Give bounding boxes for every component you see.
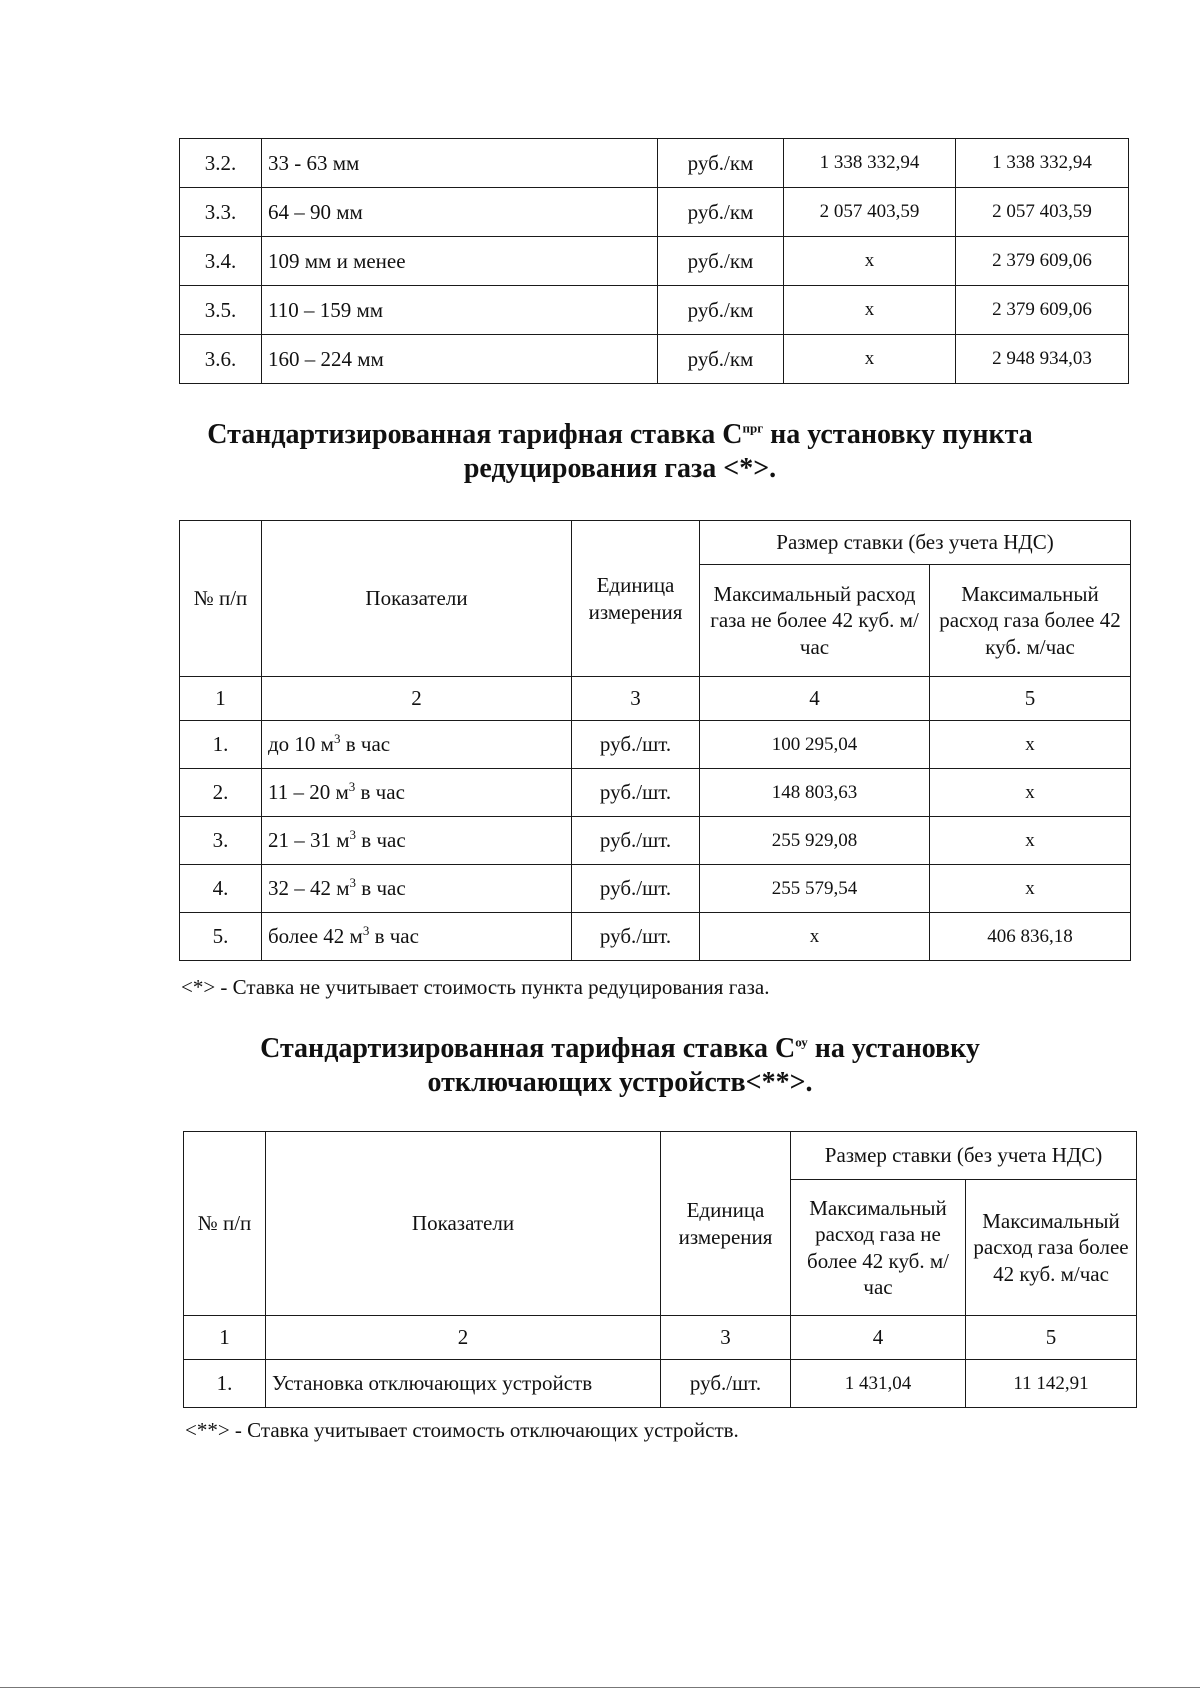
table-row — [180, 721, 1131, 769]
row-indicator-pre: до 10 м — [268, 732, 334, 757]
row-unit: руб./шт. — [572, 769, 700, 817]
column-number: 1 — [184, 1316, 266, 1360]
row-unit: руб./шт. — [572, 721, 700, 769]
column-number: 2 — [266, 1316, 661, 1360]
section-title-ou-line2: отключающих устройств<**>. — [427, 1066, 813, 1098]
column-number: 5 — [966, 1316, 1137, 1360]
row-indicator-pre: более 42 м — [268, 924, 363, 949]
header-col4: Максимальный расход газа не более 42 куб. м/час — [700, 565, 930, 677]
header-unit-2: Единица измерения — [661, 1132, 791, 1316]
row-rate-over-42: 2 379 609,06 — [956, 286, 1129, 335]
column-number: 3 — [661, 1316, 791, 1360]
table-row — [180, 913, 1131, 961]
header-unit: Единица измерения — [572, 521, 700, 677]
section-title-ou — [150, 1032, 1090, 1099]
row-indicator-pre: 21 – 31 м — [268, 828, 350, 853]
row-rate-over-42: 2 948 934,03 — [956, 335, 1129, 384]
header-col5: Максимальный расход газа более 42 куб. м/час — [930, 565, 1131, 677]
row-rate-over-42: 11 142,91 — [966, 1360, 1137, 1408]
header-rate: Размер ставки (без учета НДС) — [700, 521, 1131, 565]
row-indicator: 33 - 63 мм — [262, 139, 658, 188]
row-indicator: 160 – 224 мм — [262, 335, 658, 384]
row-rate-over-42: х — [930, 721, 1131, 769]
section-title-prg-line2: редуцирования газа <*>. — [463, 452, 777, 484]
column-number: 5 — [930, 677, 1131, 721]
column-numbers-row — [184, 1316, 1137, 1360]
column-number: 4 — [700, 677, 930, 721]
row-indicator — [262, 913, 572, 961]
row-indicator-sup: 3 — [349, 875, 357, 891]
column-number: 3 — [572, 677, 700, 721]
footnote-prg: <*> - Ставка не учитывает стоимость пункта редуцирования газа. — [181, 975, 770, 999]
row-rate-over-42: 1 338 332,94 — [956, 139, 1129, 188]
row-rate-max-42: 255 579,54 — [700, 865, 930, 913]
row-rate-max-42: 2 057 403,59 — [784, 188, 956, 237]
row-rate-over-42: 406 836,18 — [930, 913, 1131, 961]
header-num-2: № п/п — [184, 1132, 266, 1316]
table-row — [180, 817, 1131, 865]
row-indicator: 64 – 90 мм — [262, 188, 658, 237]
row-rate-max-42: х — [784, 335, 956, 384]
row-unit: руб./шт. — [661, 1360, 791, 1408]
row-number: 5. — [180, 913, 262, 961]
row-indicator-sup: 3 — [348, 779, 356, 795]
row-unit: руб./шт. — [572, 913, 700, 961]
header-rate-2: Размер ставки (без учета НДС) — [791, 1132, 1137, 1180]
table-row — [180, 237, 1129, 286]
row-indicator-post: в час — [356, 828, 406, 853]
header-indicators: Показатели — [262, 521, 572, 677]
row-number: 3.6. — [180, 335, 262, 384]
pipe-diameter-rates-table — [179, 138, 1129, 384]
table-row — [184, 1360, 1137, 1408]
row-rate-over-42: 2 379 609,06 — [956, 237, 1129, 286]
column-number: 1 — [180, 677, 262, 721]
row-indicator — [262, 817, 572, 865]
row-rate-over-42: х — [930, 865, 1131, 913]
section-title-prg-post: на установку пункта — [763, 419, 1033, 450]
row-rate-max-42: х — [700, 913, 930, 961]
section-title-prg-pre: Стандартизированная тарифная ставка С — [207, 419, 743, 450]
row-unit: руб./км — [658, 188, 784, 237]
row-number: 2. — [180, 769, 262, 817]
row-unit: руб./км — [658, 286, 784, 335]
row-rate-over-42: х — [930, 769, 1131, 817]
row-indicator — [262, 769, 572, 817]
header-col4-2: Максимальный расход газа не более 42 куб. м/час — [791, 1180, 966, 1316]
row-unit: руб./км — [658, 237, 784, 286]
column-number: 4 — [791, 1316, 966, 1360]
table-row — [180, 139, 1129, 188]
row-indicator-sup: 3 — [333, 731, 341, 747]
table-row — [180, 286, 1129, 335]
row-number: 1. — [180, 721, 262, 769]
row-rate-max-42: 1 338 332,94 — [784, 139, 956, 188]
shutoff-device-rates-table — [183, 1131, 1137, 1408]
row-indicator: Установка отключающих устройств — [266, 1360, 661, 1408]
section-title-ou-pre: Стандартизированная тарифная ставка С — [260, 1033, 796, 1064]
row-rate-max-42: 100 295,04 — [700, 721, 930, 769]
row-rate-over-42: 2 057 403,59 — [956, 188, 1129, 237]
row-indicator-post: в час — [355, 780, 405, 805]
table-row — [180, 769, 1131, 817]
row-indicator-post: в час — [369, 924, 419, 949]
table-row — [180, 335, 1129, 384]
row-rate-max-42: 148 803,63 — [700, 769, 930, 817]
column-numbers-row — [180, 677, 1131, 721]
page-bottom-rule — [0, 1687, 1200, 1688]
row-number: 3.4. — [180, 237, 262, 286]
table-row — [180, 865, 1131, 913]
header-num: № п/п — [180, 521, 262, 677]
section-title-prg-sup: прг — [742, 420, 764, 436]
row-indicator-sup: 3 — [362, 923, 370, 939]
section-title-ou-post: на установку — [807, 1033, 980, 1064]
table-row — [180, 188, 1129, 237]
row-indicator-post: в час — [356, 876, 406, 901]
row-rate-max-42: 1 431,04 — [791, 1360, 966, 1408]
footnote-ou: <**> - Ставка учитывает стоимость отключающих устройств. — [185, 1418, 739, 1442]
row-indicator: 110 – 159 мм — [262, 286, 658, 335]
row-indicator-pre: 32 – 42 м — [268, 876, 350, 901]
row-number: 3.2. — [180, 139, 262, 188]
row-indicator — [262, 721, 572, 769]
gas-reduction-point-rates-table — [179, 520, 1131, 961]
row-rate-over-42: х — [930, 817, 1131, 865]
row-number: 1. — [184, 1360, 266, 1408]
row-number: 3.3. — [180, 188, 262, 237]
row-indicator: 109 мм и менее — [262, 237, 658, 286]
section-title-ou-sup: оу — [795, 1034, 808, 1050]
section-title-prg — [150, 418, 1090, 485]
row-indicator-pre: 11 – 20 м — [268, 780, 349, 805]
column-number: 2 — [262, 677, 572, 721]
header-indicators-2: Показатели — [266, 1132, 661, 1316]
row-rate-max-42: 255 929,08 — [700, 817, 930, 865]
row-indicator — [262, 865, 572, 913]
row-number: 4. — [180, 865, 262, 913]
header-col5-2: Максимальный расход газа более 42 куб. м/час — [966, 1180, 1137, 1316]
row-unit: руб./шт. — [572, 817, 700, 865]
row-rate-max-42: х — [784, 286, 956, 335]
row-unit: руб./км — [658, 335, 784, 384]
row-number: 3. — [180, 817, 262, 865]
row-number: 3.5. — [180, 286, 262, 335]
row-indicator-sup: 3 — [349, 827, 357, 843]
row-unit: руб./шт. — [572, 865, 700, 913]
row-unit: руб./км — [658, 139, 784, 188]
row-rate-max-42: х — [784, 237, 956, 286]
row-indicator-post: в час — [340, 732, 391, 757]
